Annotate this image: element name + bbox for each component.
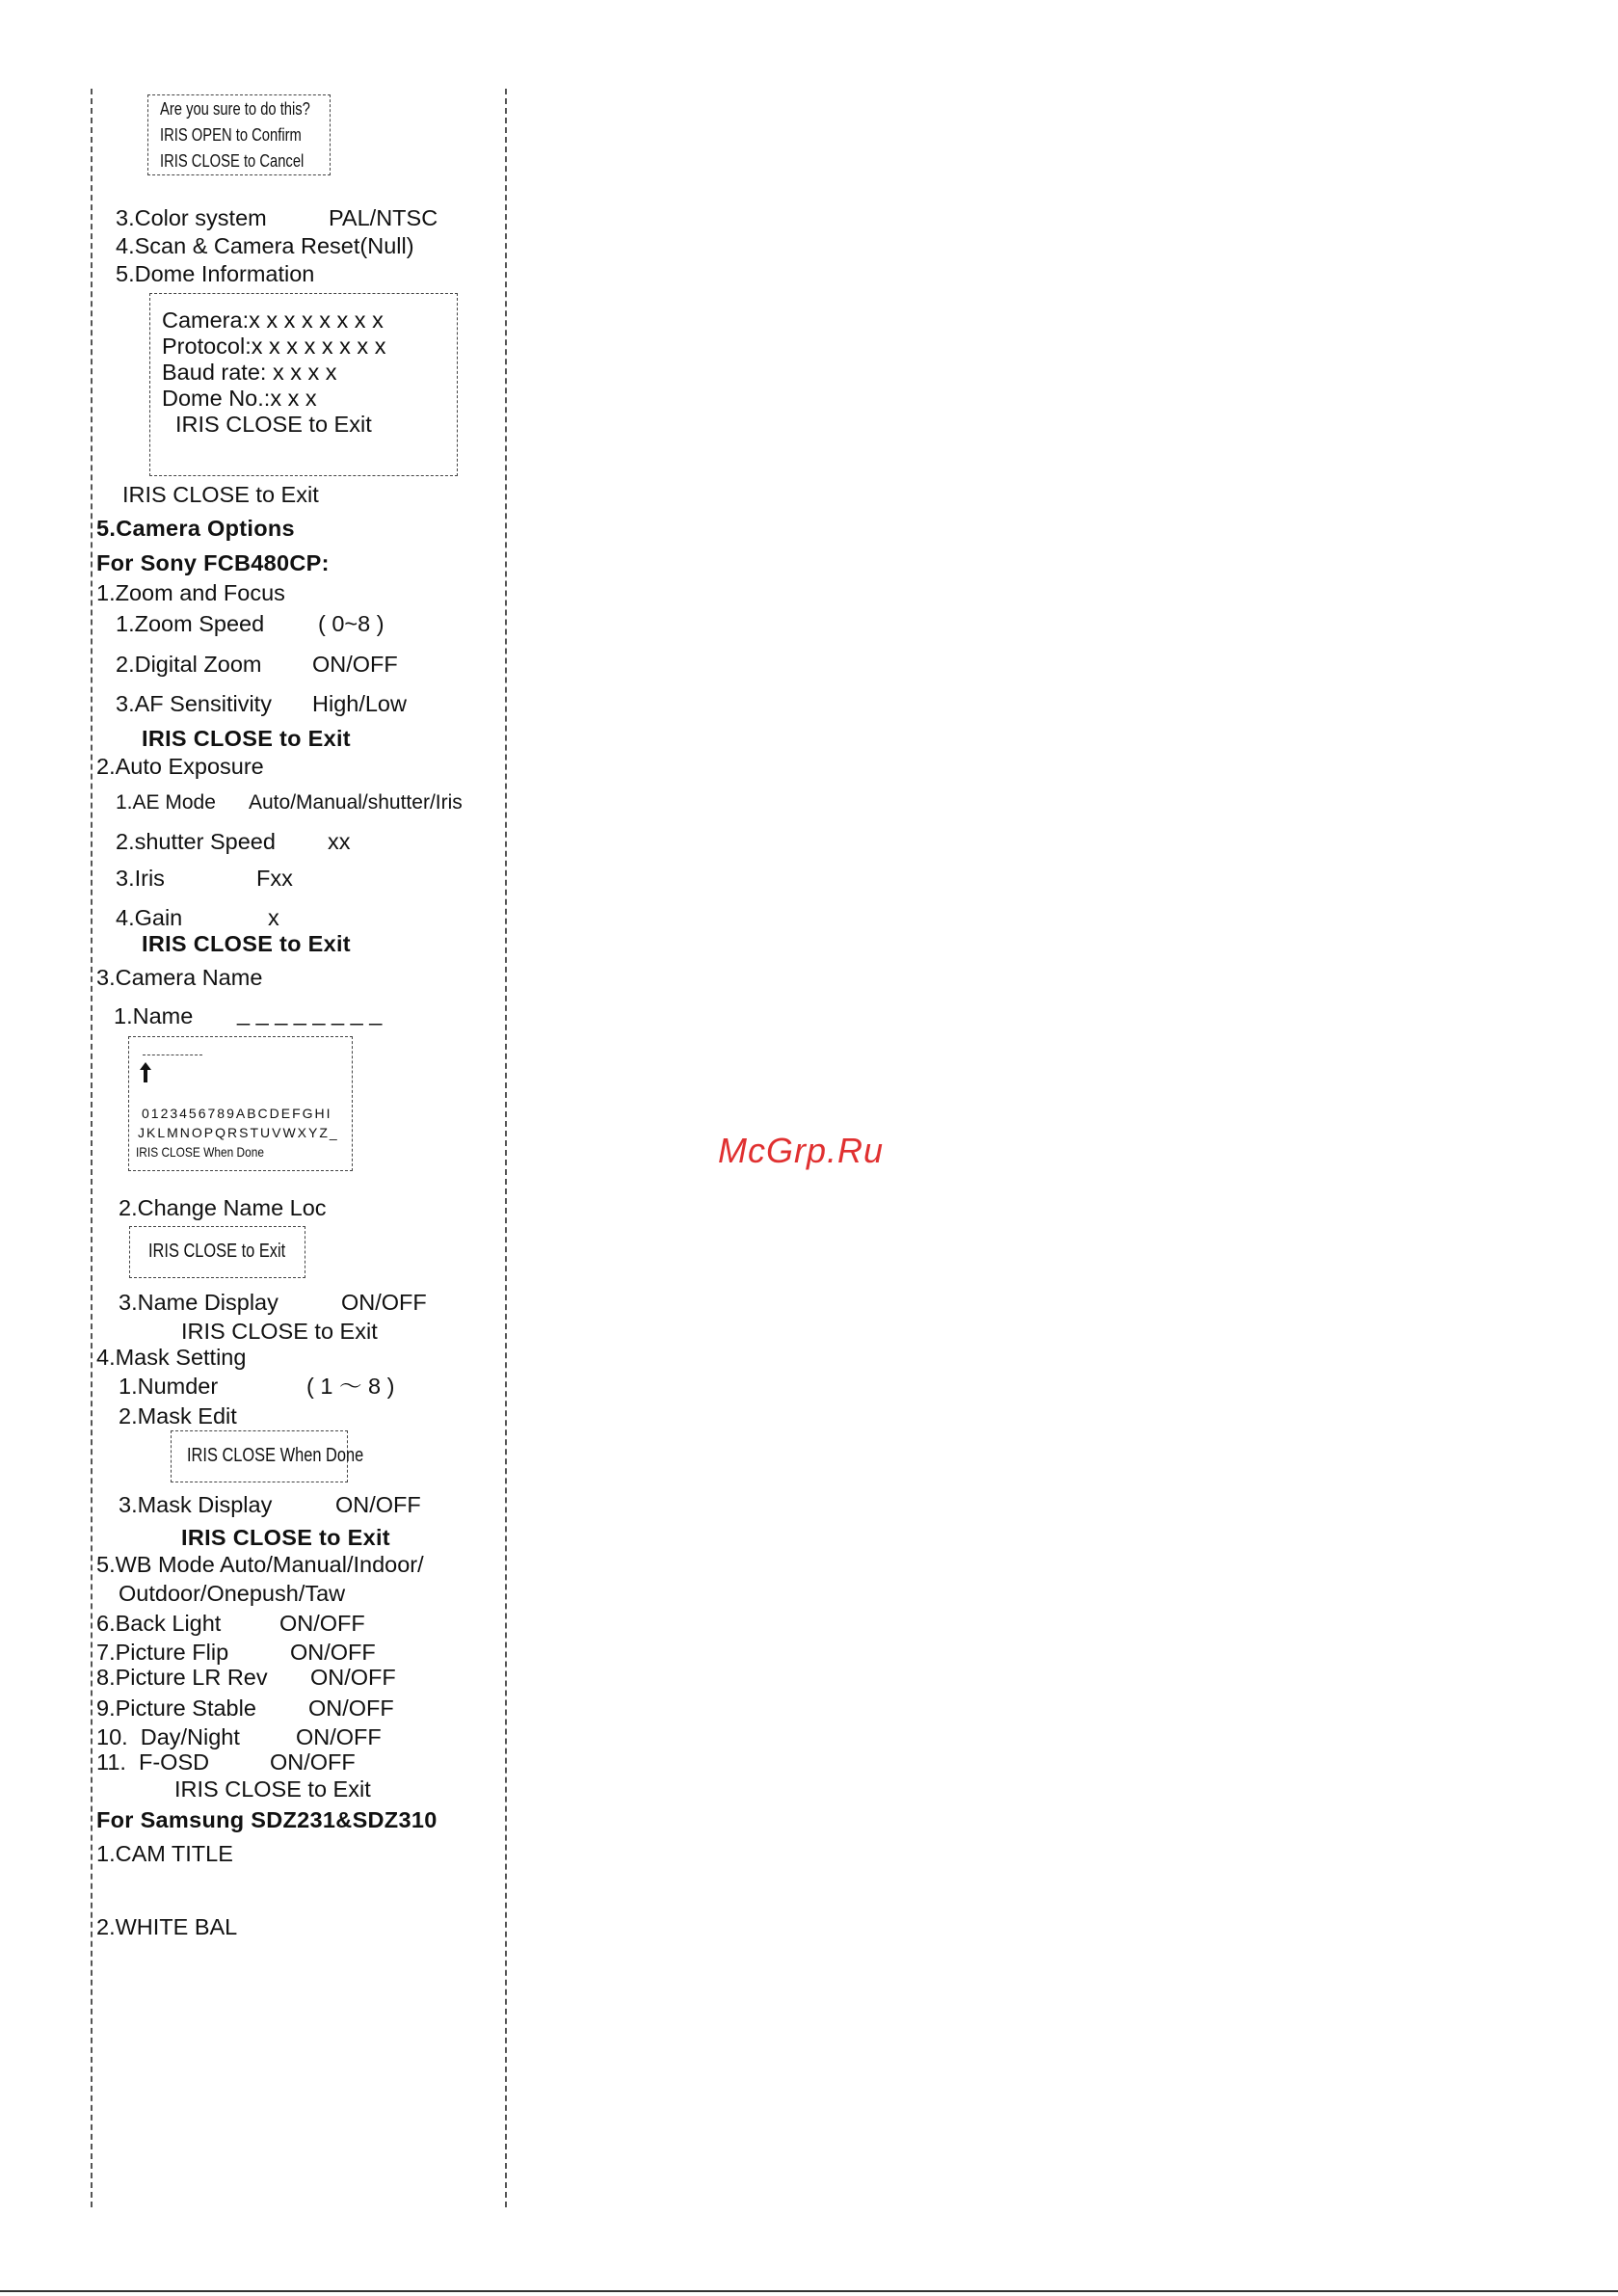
mask-edit-label: 2.Mask Edit [119, 1403, 237, 1428]
mask-number-label: 1.Numder [119, 1374, 219, 1399]
name-chars-row-1: 0123456789ABCDEFGHI [142, 1106, 332, 1121]
iris-label: 3.Iris [116, 866, 165, 891]
iris-value: Fxx [256, 866, 293, 891]
day-night-label: 10. Day/Night [96, 1724, 240, 1749]
name-placeholder: _ _ _ _ _ _ _ _ [237, 1001, 383, 1026]
sony-heading: For Sony FCB480CP: [96, 550, 330, 575]
ae-mode-label: 1.AE Mode [116, 791, 216, 814]
color-system-label: 3.Color system [116, 205, 267, 230]
cam-title-label: 1.CAM TITLE [96, 1841, 233, 1866]
name-chars-row-2: JKLMNOPQRSTUVWXYZ_ [138, 1125, 339, 1140]
dome-info-label: 5.Dome Information [116, 261, 315, 286]
ae-mode-value: Auto/Manual/shutter/Iris [249, 791, 463, 814]
gain-value: x [268, 905, 279, 930]
confirm-close-text: IRIS CLOSE to Cancel [160, 151, 305, 171]
wb-mode-line-1: 5.WB Mode Auto/Manual/Indoor/ [96, 1552, 424, 1577]
zoom-speed-label: 1.Zoom Speed [116, 611, 265, 636]
back-light-value: ON/OFF [279, 1611, 365, 1636]
confirm-open-text: IRIS OPEN to Confirm [160, 125, 302, 145]
dome-camera: Camera:x x x x x x x x [162, 307, 384, 333]
zoom-focus-label: 1.Zoom and Focus [96, 580, 285, 605]
fosd-label: 11. F-OSD [96, 1749, 210, 1775]
day-night-value: ON/OFF [296, 1724, 382, 1749]
mask-display-value: ON/OFF [335, 1492, 421, 1517]
picture-stable-label: 9.Picture Stable [96, 1695, 256, 1721]
exit-ae: IRIS CLOSE to Exit [142, 931, 351, 956]
confirm-question: Are you sure to do this? [160, 99, 310, 119]
picture-flip-label: 7.Picture Flip [96, 1640, 229, 1665]
camera-name-label: 3.Camera Name [96, 965, 263, 990]
wb-mode-line-2: Outdoor/Onepush/Taw [119, 1581, 346, 1606]
shutter-speed-value: xx [328, 829, 351, 854]
fosd-value: ON/OFF [270, 1749, 356, 1775]
change-name-loc-label: 2.Change Name Loc [119, 1195, 327, 1220]
bottom-rule [0, 2290, 1618, 2292]
left-column-border [91, 89, 93, 2207]
shutter-speed-label: 2.shutter Speed [116, 829, 276, 854]
af-sensitivity-value: High/Low [312, 691, 407, 716]
dome-protocol: Protocol:x x x x x x x x [162, 334, 386, 359]
picture-stable-value: ON/OFF [308, 1695, 394, 1721]
name-loc-exit-text: IRIS CLOSE to Exit [148, 1241, 286, 1262]
mask-done-text: IRIS CLOSE When Done [187, 1445, 364, 1466]
mask-number-value: ( 1 ～ 8 ) [306, 1374, 395, 1399]
gain-label: 4.Gain [116, 905, 183, 930]
mask-display-label: 3.Mask Display [119, 1492, 273, 1517]
exit-name: IRIS CLOSE to Exit [181, 1319, 378, 1344]
up-arrow-icon [139, 1062, 152, 1083]
exit-mask: IRIS CLOSE to Exit [181, 1525, 390, 1550]
name-done-text: IRIS CLOSE When Done [136, 1144, 264, 1160]
name-display-label: 3.Name Display [119, 1290, 279, 1315]
picture-lr-value: ON/OFF [310, 1665, 396, 1690]
dome-exit: IRIS CLOSE to Exit [175, 412, 372, 437]
picture-lr-label: 8.Picture LR Rev [96, 1665, 268, 1690]
color-system-value: PAL/NTSC [329, 205, 438, 230]
digital-zoom-value: ON/OFF [312, 652, 398, 677]
name-label: 1.Name [114, 1003, 194, 1028]
dome-baud: Baud rate: x x x x [162, 360, 337, 385]
exit-zoom: IRIS CLOSE to Exit [142, 726, 351, 751]
dome-number: Dome No.:x x x [162, 386, 317, 411]
watermark-logo: McGrp.Ru [718, 1131, 885, 1170]
name-display-value: ON/OFF [341, 1290, 427, 1315]
picture-flip-value: ON/OFF [290, 1640, 376, 1665]
af-sensitivity-label: 3.AF Sensitivity [116, 691, 272, 716]
exit-misc: IRIS CLOSE to Exit [174, 1776, 371, 1802]
mask-setting-label: 4.Mask Setting [96, 1345, 247, 1370]
back-light-label: 6.Back Light [96, 1611, 222, 1636]
scan-reset-label: 4.Scan & Camera Reset(Null) [116, 233, 414, 258]
white-bal-label: 2.WHITE BAL [96, 1914, 238, 1939]
auto-exposure-label: 2.Auto Exposure [96, 754, 264, 779]
digital-zoom-label: 2.Digital Zoom [116, 652, 262, 677]
camera-options-heading: 5.Camera Options [96, 516, 295, 541]
zoom-speed-value: ( 0~8 ) [318, 611, 385, 636]
exit-text-1: IRIS CLOSE to Exit [122, 482, 319, 507]
samsung-heading: For Samsung SDZ231&SDZ310 [96, 1807, 438, 1832]
right-column-border [505, 89, 507, 2207]
